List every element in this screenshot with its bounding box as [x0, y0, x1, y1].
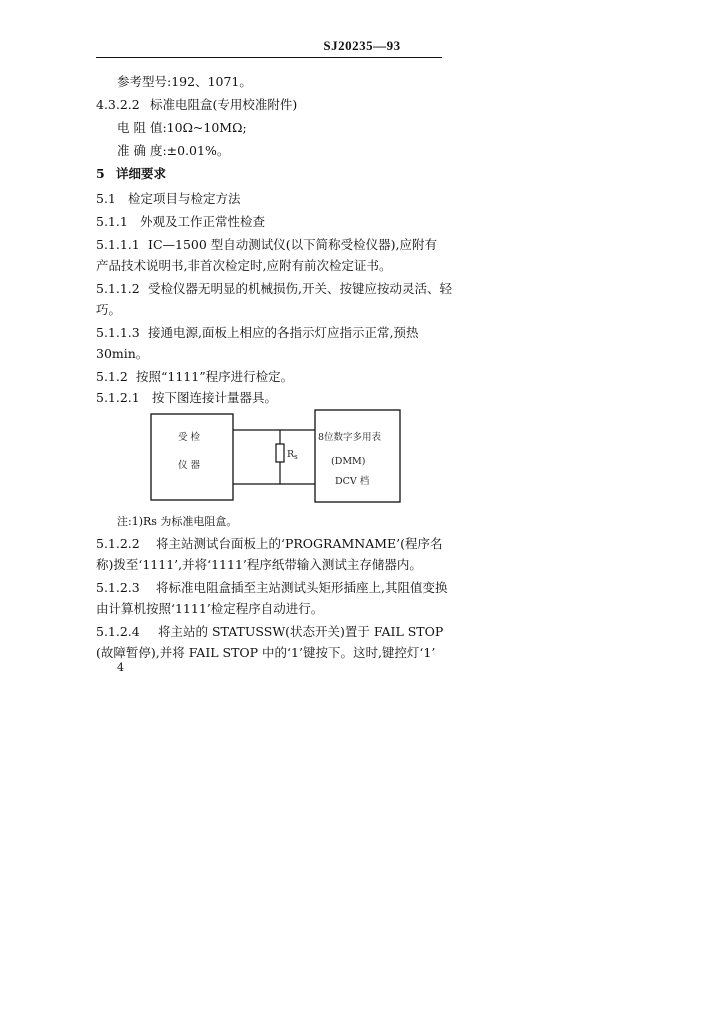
- clause-text: 将主站的 STATUSSW(状态开关)置于 FAIL STOP: [158, 624, 444, 639]
- clause-number: 5.1.2.3: [96, 580, 140, 595]
- clause-text: 将标准电阻盒插至主站测试头矩形插座上,其阻值变换: [156, 580, 448, 595]
- clause-5-1-1-1: [96, 237, 437, 253]
- dmm-label-line1: 8位数字多用表: [318, 432, 382, 443]
- clause-5-1-2-3-continued: 由计算机按照‘1111’检定程序自动进行。: [96, 601, 324, 616]
- clause-5-1-1-3-continued: 30min。: [96, 346, 149, 361]
- header-rule: [96, 57, 442, 58]
- dmm-label-line3: DCV 档: [335, 476, 370, 487]
- clause-5-1-1-3: [96, 325, 418, 341]
- clause-5-1-1-2: [96, 281, 452, 297]
- clause-5-1-1: [96, 214, 265, 230]
- clause-number: 5.1.1.3: [96, 325, 140, 340]
- instrument-label-line1: 受 检: [178, 432, 201, 443]
- standard-resistor-symbol: [276, 444, 284, 462]
- clause-number: 5.1.1.1: [96, 237, 140, 252]
- instrument-under-test-box: [151, 414, 233, 500]
- connection-diagram-svg: [150, 408, 400, 508]
- clause-5-1-1-2-continued: 巧。: [96, 302, 122, 317]
- page-number: 4: [117, 661, 124, 674]
- clause-5-1-2-4: [96, 624, 443, 640]
- clause-text: IC—1500 型自动测试仪(以下简称受检仪器),应附有: [148, 237, 438, 252]
- clause-5-1-1-1-continued: 产品技术说明书,非首次检定时,应附有前次检定证书。: [96, 258, 392, 273]
- section-number: 5: [96, 166, 105, 181]
- clause-text: 外观及工作正常性检查: [140, 214, 266, 229]
- clause-number: 5.1: [96, 191, 116, 206]
- clause-5-1-2-2: [96, 536, 443, 552]
- resistor-label: $R_s$: [287, 449, 298, 461]
- clause-text: 检定项目与检定方法: [128, 191, 241, 206]
- clause-number: 5.1.2.1: [96, 390, 140, 405]
- instrument-label-line2: 仪 器: [178, 460, 201, 471]
- dmm-label-line2: (DMM): [331, 456, 366, 467]
- document-header-code: SJ20235—93: [323, 38, 401, 53]
- accuracy-spec: 准 确 度:±0.01%。: [117, 143, 230, 158]
- clause-number: 5.1.1.2: [96, 281, 140, 296]
- clause-5-1-2-4-continued: (故障暂停),并将 FAIL STOP 中的‘1’键按下。这时,键控灯‘1’: [96, 645, 436, 660]
- clause-number: 5.1.1: [96, 214, 128, 229]
- clause-number: 4.3.2.2: [96, 97, 140, 112]
- resistance-range: 电 阻 值:10Ω~10MΩ;: [117, 120, 247, 135]
- clause-number: 5.1.2: [96, 369, 128, 384]
- clause-5-1: [96, 191, 241, 207]
- clause-text: 按照“1111”程序进行检定。: [136, 369, 294, 384]
- clause-number: 5.1.2.2: [96, 536, 140, 551]
- clause-text: 将主站测试台面板上的‘PROGRAMNAME’(程序名: [156, 536, 443, 551]
- clause-text: 受检仪器无明显的机械损伤,开关、按键应按动灵活、轻: [148, 281, 452, 296]
- clause-5-1-2-3: [96, 580, 447, 596]
- clause-number: 5.1.2.4: [96, 624, 140, 639]
- clause-5-1-2-2-continued: 称)拨至‘1111’,并将‘1111’程序纸带输入测试主存储器内。: [96, 557, 422, 572]
- clause-4-3-2-2: [96, 97, 297, 113]
- diagram-note: 注:1)Rs 为标准电阻盒。: [117, 515, 238, 528]
- clause-text: 按下图连接计量器具。: [152, 390, 278, 405]
- connection-diagram: [150, 408, 400, 508]
- clause-5-1-2-1: [96, 390, 277, 406]
- clause-text: 接通电源,面板上相应的各指示灯应指示正常,预热: [148, 325, 419, 340]
- section-title: 详细要求: [116, 166, 167, 181]
- clause-text: 标准电阻盒(专用校准附件): [150, 97, 298, 112]
- reference-models: 参考型号:192、1071。: [117, 74, 252, 89]
- section-5-heading: [96, 166, 166, 182]
- clause-5-1-2: [96, 369, 293, 385]
